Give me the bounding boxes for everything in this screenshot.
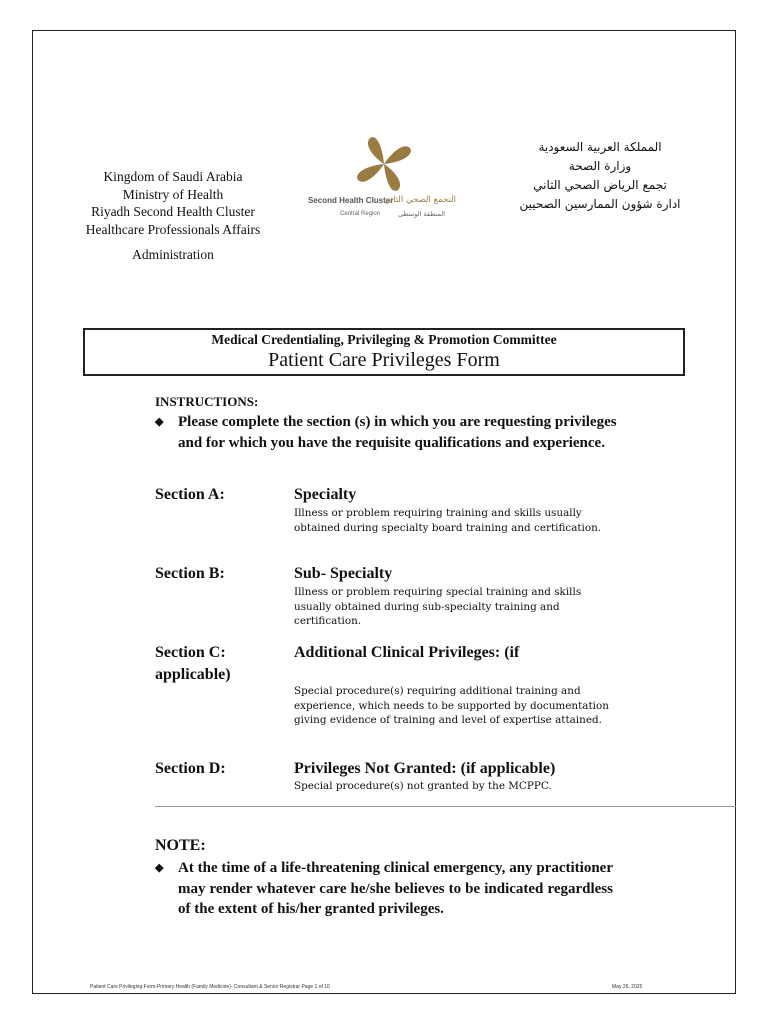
section-b-description: Illness or problem requiring special training and skills usually obtained during sub-specialty training and certification. xyxy=(294,586,582,628)
header-administration: Administration xyxy=(132,247,214,262)
section-c-title: Additional Clinical Privileges: (if xyxy=(294,644,520,661)
logo-name-ar: التجمع الصحي الثاني xyxy=(383,195,456,205)
section-c-title-continued: applicable) xyxy=(155,666,231,683)
section-a-description: Illness or problem requiring training and skills usually obtained during specialty board training and certification. xyxy=(294,507,602,534)
form-title-box xyxy=(83,328,685,376)
header-cluster: Riyadh Second Health Cluster xyxy=(91,204,255,219)
section-c-description: Special procedure(s) requiring additional training and experience, which needs to be supported by documentation giving evidence of training and level of expertise attained. xyxy=(294,685,609,727)
committee-name: Medical Credentialing, Privileging & Promotion Committee xyxy=(211,332,557,347)
note-label: NOTE: xyxy=(155,837,206,854)
logo-region-ar: المنطقة الوسطى xyxy=(398,210,446,218)
footer-document-info: Patient Care Privileging Form-Primary Health (Family Medicine)- Consultant & Senior Registrar Page 1 of 10 xyxy=(90,984,330,990)
section-a-title: Specialty xyxy=(294,486,357,503)
header-left-block xyxy=(62,168,284,264)
section-d-label: Section D: xyxy=(155,760,226,777)
header-ar-ministry: وزارة الصحة xyxy=(568,159,632,173)
section-a-label: Section A: xyxy=(155,486,225,503)
diamond-bullet-icon: ◆ xyxy=(155,416,164,428)
logo-name-en: Second Health Cluster xyxy=(308,196,394,205)
section-b-title: Sub- Specialty xyxy=(294,565,393,582)
note-item xyxy=(155,858,613,920)
form-title: Patient Care Privileges Form xyxy=(268,349,500,371)
instructions-label: INSTRUCTIONS: xyxy=(155,394,259,409)
diamond-bullet-icon: ◆ xyxy=(155,862,164,874)
section-b-label: Section B: xyxy=(155,565,225,582)
header-right-block xyxy=(500,138,700,214)
divider-rule xyxy=(155,806,736,807)
header-ar-country: المملكة العربية السعودية xyxy=(538,140,662,154)
instructions-item xyxy=(155,412,625,453)
header-ar-affairs: ادارة شؤون الممارسين الصحيين xyxy=(519,197,681,211)
header-ar-cluster: تجمع الرياض الصحي الثاني xyxy=(533,178,667,192)
section-d-title: Privileges Not Granted: (if applicable) xyxy=(294,760,556,777)
logo-region-en: Central Region xyxy=(340,211,381,217)
instructions-text: Please complete the section (s) in which you are requesting privileges and for which you have the requisite qualifications and experience. xyxy=(178,414,617,451)
header-country: Kingdom of Saudi Arabia xyxy=(103,169,243,184)
section-d-description: Special procedure(s) not granted by the MCPPC. xyxy=(294,780,552,792)
section-c-label: Section C: xyxy=(155,644,226,661)
footer-date: May 26, 2025 xyxy=(612,984,643,990)
clover-logo-icon xyxy=(308,134,460,194)
note-text: At the time of a life-threatening clinical emergency, any practitioner may render whatever care he/she believes to be indicated regardless of the extent of his/her granted privileges. xyxy=(178,860,613,917)
header-ministry: Ministry of Health xyxy=(122,186,224,202)
header-affairs: Healthcare Professionals Affairs xyxy=(85,221,261,237)
cluster-logo xyxy=(308,134,460,226)
